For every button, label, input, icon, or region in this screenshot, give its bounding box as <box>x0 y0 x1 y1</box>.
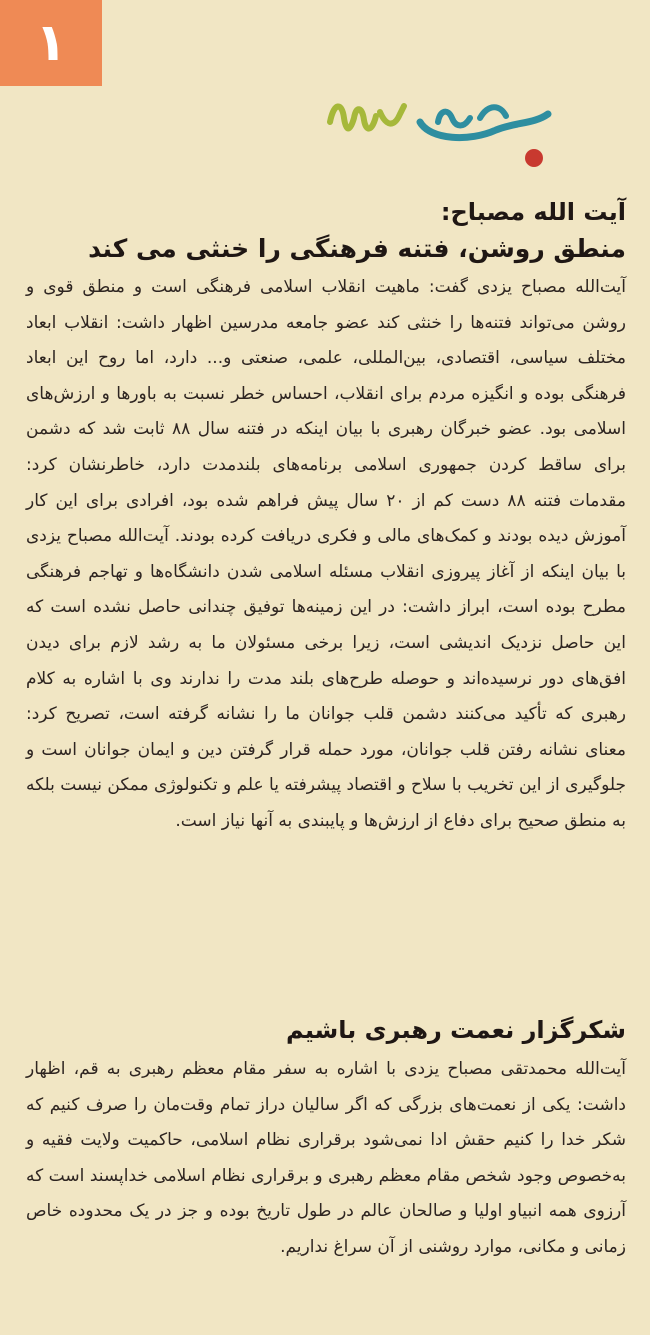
article-mesbah-logic <box>26 194 626 840</box>
basmala-calligraphy-icon <box>320 92 560 172</box>
basmala-red-dot <box>525 149 543 167</box>
page-number: ۱ <box>35 13 67 73</box>
article-kicker: آیت الله مصباح: <box>440 198 626 226</box>
article-headline: منطق روشن، فتنه فرهنگی را خنثی می کند <box>88 234 626 263</box>
basmala-teal-stroke-3 <box>480 107 506 118</box>
basmala-teal-stroke-2 <box>438 112 470 126</box>
section-title: شکرگزار نعمت رهبری باشیم <box>286 1016 626 1044</box>
basmala-green-stroke <box>330 106 376 128</box>
basmala-green-stroke-2 <box>380 106 404 124</box>
article-gratitude-leadership <box>26 1010 626 1266</box>
section-body: آیت‌الله محمدتقی مصباح یزدی با اشاره به سفر مقام معظم رهبری به قم، اظهار داشت: یکی از نعمت‌های بزرگی که اگر سالیان دراز تمام وقت‌مان را صرف کنیم که شکر خدا را کنیم حقش ادا نمی‌شود برقراری نظام اسلامی، حاکمیت ولایت فقیه و به‌خصوص وجود شخص مقام معظم رهبری و برقراری نظام اسلامی خداپسند است که آرزوی همه انبیاو اولیا و صالحان عالم در طول تاریخ بوده و جز در یک محدوده خاص زمانی و مکانی، موارد روشنی از آن سراغ نداریم. <box>26 1059 626 1257</box>
page-number-badge <box>0 0 102 86</box>
article-body: آیت‌الله مصباح یزدی گفت: ماهیت انقلاب اسلامی فرهنگی است و منطق قوی و روشن می‌تواند فتنه‌ها را خنثی کند عضو جامعه مدرسین اظهار داشت: انقلاب ابعاد مختلف سیاسی، اقتصادی، بین‌المللی، علمی، صنعتی و... دارد، اما روح این ابعاد فرهنگی بوده و انگیزه مردم برای انقلاب، احساس خطر نسبت به باورها و ارزش‌های اسلامی بود. عضو خبرگان رهبری با بیان اینکه در فتنه سال ۸۸ ثابت شد که دشمن برای ساقط کردن جمهوری اسلامی برنامه‌های بلندمدت دارد، خاطرنشان کرد: مقدمات فتنه ۸۸ دست کم از ۲۰ سال پیش فراهم شده بود، افرادی برای این کار آموزش دیده بودند و کمک‌های مالی و فکری دریافت کرده بودند. آیت‌الله مصباح یزدی با بیان اینکه از آغاز پیروزی انقلاب مسئله اسلامی شدن دانشگاه‌ها و تهاجم فرهنگی مطرح بوده است، ابراز داشت: در این زمینه‌ها توفیق چندانی حاصل نشده است که این حاصل نزدیک اندیشی است، زیرا برخی مسئولان ما به رشد لازم برای دیدن افق‌های دور نرسیده‌اند و حوصله طرح‌های بلند مدت را ندارند وی با اشاره به کلام رهبری که تأکید می‌کنند دشمن قلب جوانان ما را نشانه گرفته است، تصریح کرد: معنای نشانه رفتن قلب جوانان، مورد حمله قرار گرفتن دین و ایمان جوانان است و جلوگیری از این تخریب با سلاح و اقتصاد پیشرفته یا علم و تکنولوژی ممکن نیست بلکه به منطق صحیح برای دفاع از ارزش‌ها و پایبندی به آنها نیاز است. <box>25 277 626 831</box>
